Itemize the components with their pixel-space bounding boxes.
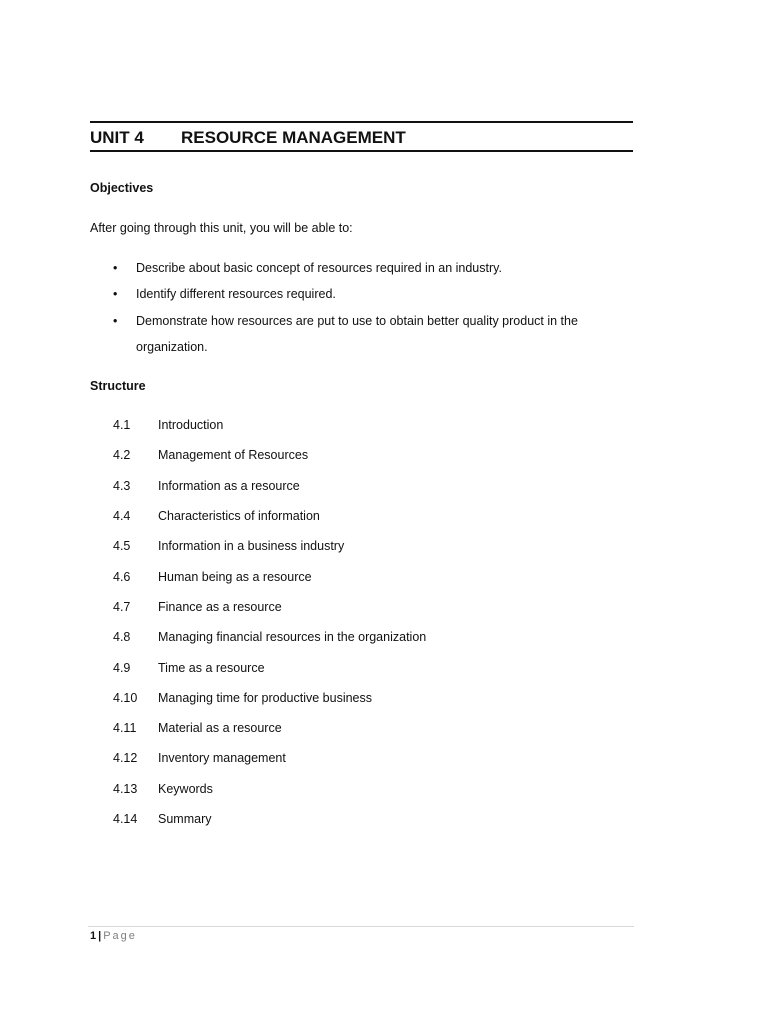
toc-number: 4.7	[113, 600, 131, 614]
toc-number: 4.10	[113, 691, 138, 705]
title-bottom-rule	[90, 150, 633, 152]
footer-rule	[88, 926, 634, 927]
toc-label: Keywords	[158, 782, 213, 796]
structure-heading: Structure	[90, 379, 146, 393]
title-top-rule	[90, 121, 633, 123]
page-separator: |	[98, 930, 102, 942]
page-word: Page	[103, 930, 137, 942]
toc-number: 4.4	[113, 509, 131, 523]
toc-number: 4.14	[113, 812, 138, 826]
toc-number: 4.8	[113, 630, 131, 644]
toc-number: 4.13	[113, 782, 138, 796]
objective-item: Demonstrate how resources are put to use to obtain better quality product in the organization.	[136, 314, 578, 354]
toc-label: Information in a business industry	[158, 539, 345, 553]
bullet-glyph: •	[113, 314, 118, 328]
toc-label: Human being as a resource	[158, 570, 312, 584]
toc-label: Managing time for productive business	[158, 691, 373, 705]
toc-label: Material as a resource	[158, 721, 282, 735]
toc-label: Information as a resource	[158, 479, 300, 493]
toc-label: Inventory management	[158, 751, 286, 765]
objectives-intro: After going through this unit, you will be able to:	[90, 221, 353, 235]
objective-item: Identify different resources required.	[136, 287, 336, 301]
toc-number: 4.12	[113, 751, 138, 765]
toc-label: Time as a resource	[158, 661, 265, 675]
toc-number: 4.6	[113, 570, 131, 584]
bullet-glyph: •	[113, 287, 118, 301]
toc-number: 4.1	[113, 418, 131, 432]
objective-item: Describe about basic concept of resources required in an industry.	[136, 261, 502, 275]
objectives-heading: Objectives	[90, 181, 154, 195]
toc-number: 4.3	[113, 479, 131, 493]
bullet-glyph: •	[113, 261, 118, 275]
toc-label: Summary	[158, 812, 212, 826]
toc-label: Characteristics of information	[158, 509, 320, 523]
toc-label: Finance as a resource	[158, 600, 282, 614]
unit-number: UNIT 4	[90, 128, 144, 147]
toc-number: 4.2	[113, 448, 131, 462]
toc-label: Managing financial resources in the organization	[158, 630, 427, 644]
page-footer	[90, 929, 137, 943]
toc-number: 4.11	[113, 721, 137, 735]
toc-label: Management of Resources	[158, 448, 309, 462]
page-number: 1	[90, 930, 97, 942]
unit-title: RESOURCE MANAGEMENT	[181, 128, 406, 147]
toc-number: 4.9	[113, 661, 131, 675]
toc-number: 4.5	[113, 539, 131, 553]
toc-label: Introduction	[158, 418, 224, 432]
